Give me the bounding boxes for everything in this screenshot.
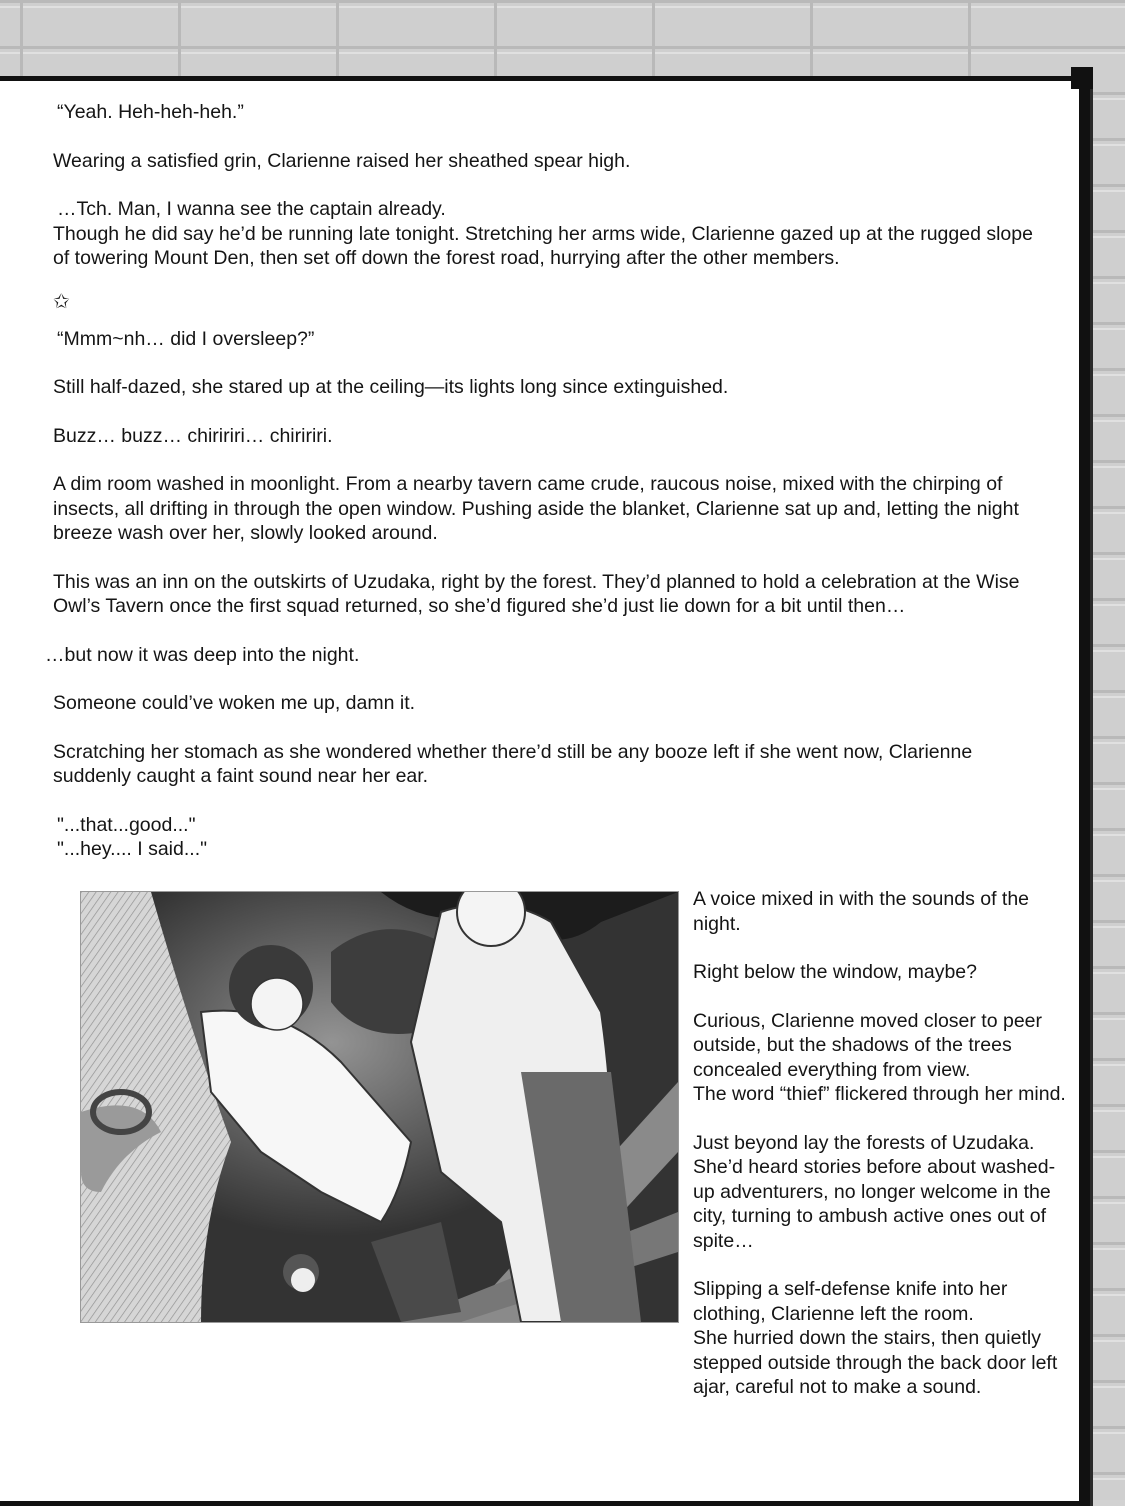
paragraph: Buzz… buzz… chiririri… chiririri. xyxy=(53,424,333,447)
paragraph-line: Slipping a self-defense knife into her clothing, Clarienne left the room. xyxy=(693,1278,1008,1325)
paragraph-line: Curious, Clarienne moved closer to peer outside, but the shadows of the trees concealed everything from view. xyxy=(693,1009,1043,1081)
paragraph xyxy=(693,1277,1068,1400)
paragraph: Scratching her stomach as she wondered whether there’d still be any booze left if she went now, Clarienne suddenly caught a faint sound near her ear. xyxy=(53,740,973,787)
panel-corner-notch xyxy=(1071,67,1093,89)
paragraph-line: She hurried down the stairs, then quietly stepped outside through the back door left ajar, careful not to make a sound. xyxy=(693,1327,1058,1398)
paragraph: “Yeah. Heh-heh-heh.” xyxy=(57,101,244,123)
paragraph-line: "...that...good..." xyxy=(57,813,196,836)
story-text xyxy=(45,100,1053,886)
paragraph-line: …Tch. Man, I wanna see the captain already. xyxy=(57,198,446,220)
paragraph xyxy=(53,813,1053,862)
scene-break-star-icon: ✩ xyxy=(53,290,70,313)
paragraph: Still half-dazed, she stared up at the ceiling—its lights long since extinguished. xyxy=(53,376,729,398)
paragraph: “Mmm~nh… did I oversleep?” xyxy=(57,327,315,350)
paragraph xyxy=(693,1009,1068,1107)
paragraph-line: Though he did say he’d be running late tonight. Stretching her arms wide, Clarienne gazed up at the rugged slope of towering Mount Den, then set off down the forest road, hurrying after the other members. xyxy=(53,222,1033,269)
paragraph: A dim room washed in moonlight. From a nearby tavern came crude, raucous noise, mixed with the chirping of insects, all drifting in through the open window. Pushing aside the blanket, Clarienne sat up and, letting the night breeze wash over her, slowly looked around. xyxy=(53,473,1019,544)
paragraph-line: "...hey.... I said..." xyxy=(57,838,208,860)
paragraph: This was an inn on the outskirts of Uzudaka, right by the forest. They’d planned to hold a celebration at the Wise Owl’s Tavern once the first squad returned, so she’d figured she’d just lie down for a bit until then… xyxy=(53,570,1020,617)
paragraph xyxy=(53,197,1053,271)
paragraph: Wearing a satisfied grin, Clarienne raised her sheathed spear high. xyxy=(53,149,631,172)
paragraph: Just beyond lay the forests of Uzudaka. She’d heard stories before about washed-up adventurers, no longer welcome in the city, turning to ambush active ones out of spite… xyxy=(693,1131,1056,1252)
paragraph-line: The word “thief” flickered through her mind. xyxy=(693,1083,1066,1105)
illustration xyxy=(80,891,679,1323)
paragraph: …but now it was deep into the night. xyxy=(45,643,360,666)
paragraph: A voice mixed in with the sounds of the night. xyxy=(693,888,1030,935)
paragraph: Right below the window, maybe? xyxy=(693,961,977,983)
paragraph: Someone could’ve woken me up, damn it. xyxy=(53,692,416,714)
sidebar-text-column xyxy=(693,887,1068,1424)
